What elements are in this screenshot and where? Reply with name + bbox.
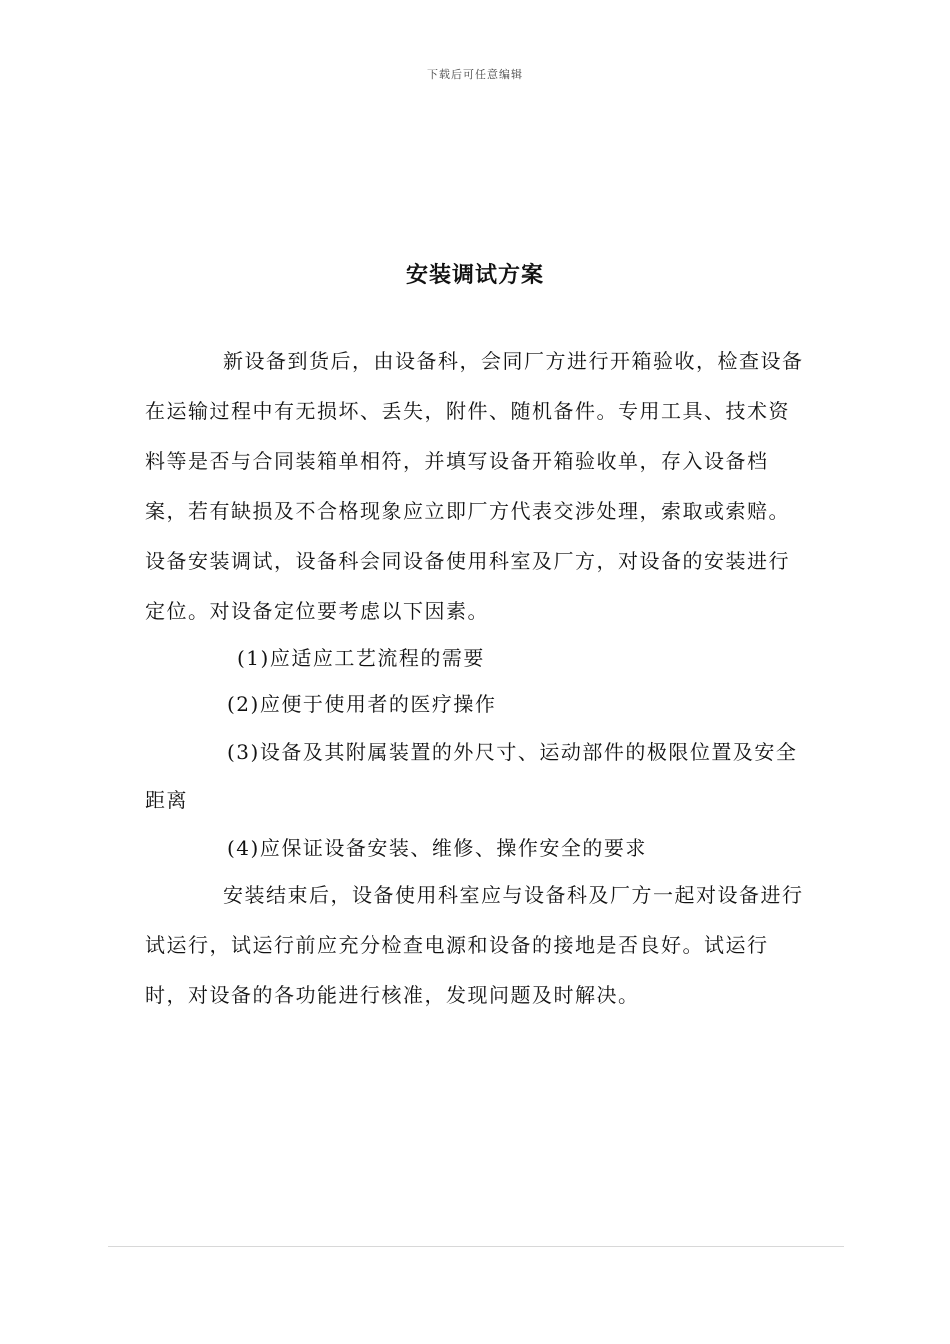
list-item: (1)应适应工艺流程的需要	[237, 646, 485, 670]
list-item: (4)应保证设备安装、维修、操作安全的要求	[227, 836, 647, 860]
list-item: (3)设备及其附属装置的外尺寸、运动部件的极限位置及安全距离	[145, 740, 798, 812]
paragraph-intro: 新设备到货后，由设备科，会同厂方进行开箱验收，检查设备在运输过程中有无损坏、丢失，附件、随机备件。专用工具、技术资料等是否与合同装箱单相符，并填写设备开箱验收单，存入设备档案，若有缺损及不合格现象应立即厂方代表交涉处理，索取或索赔。 设备安装调试，设备科会同设备使用科室及厂方，对设备的安装进行定位。对设备定位要考虑以下因素。	[145, 349, 804, 623]
list-item: (2)应便于使用者的医疗操作	[227, 692, 497, 716]
header-note: 下载后可任意编辑	[427, 68, 523, 81]
document-title: 安装调试方案	[405, 263, 544, 288]
paragraph-conclusion: 安装结束后，设备使用科室应与设备科及厂方一起对设备进行试运行，试运行前应充分检查电源和设备的接地是否良好。试运行时，对设备的各功能进行核准，发现问题及时解决。	[145, 883, 804, 1007]
footer-divider	[108, 1246, 844, 1247]
